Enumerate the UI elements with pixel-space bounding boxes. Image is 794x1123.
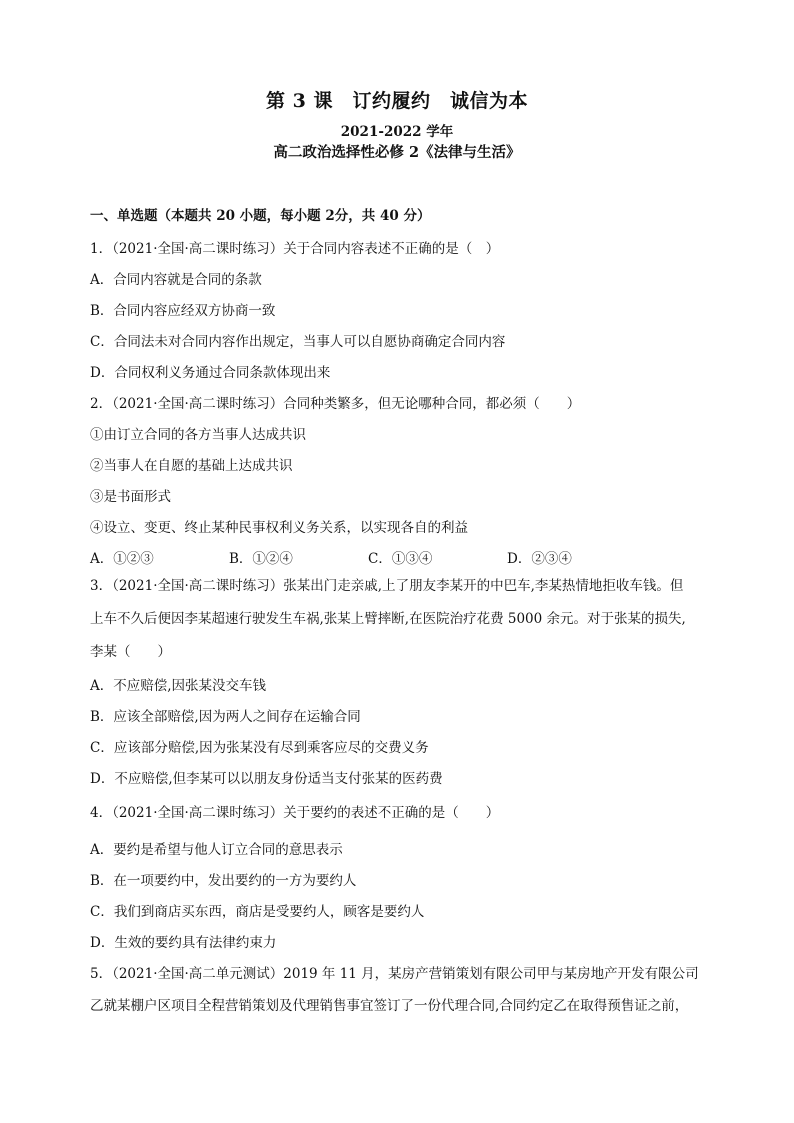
question-5-stem-line-1: 5．（2021·全国·高二单元测试）2019 年 11 月，某房产营销策划有限公司甲与某房地产开发有限公司 — [90, 966, 699, 982]
question-4-option-b[interactable]: B．在一项要约中，发出要约的一方为要约人 — [90, 873, 357, 889]
question-5-stem-line-2: 乙就某棚户区项目全程营销策划及代理销售事宜签订了一份代理合同,合同约定乙在取得预售证之前， — [90, 998, 689, 1014]
question-3-stem-line-3: 李某（ ） — [90, 644, 171, 660]
question-2-option-b[interactable]: B．①②④ — [229, 551, 293, 567]
question-1-stem: 1．（2021·全国·高二课时练习）关于合同内容表述不正确的是（ ） — [90, 241, 500, 257]
question-1-option-a[interactable]: A．合同内容就是合同的条款 — [90, 272, 262, 288]
question-4-option-c[interactable]: C．我们到商店买东西，商店是受要约人，顾客是要约人 — [90, 904, 425, 920]
question-3-option-b[interactable]: B．应该全部赔偿,因为两人之间存在运输合同 — [90, 709, 361, 725]
question-4-stem: 4．（2021·全国·高二课时练习）关于要约的表述不正确的是（ ） — [90, 805, 500, 821]
question-2-option-d[interactable]: D．②③④ — [507, 551, 572, 567]
question-3-option-c[interactable]: C．应该部分赔偿,因为张某没有尽到乘客应尽的交费义务 — [90, 740, 429, 756]
question-2-statement-2: ②当事人在自愿的基础上达成共识 — [90, 458, 293, 474]
question-1-option-b[interactable]: B．合同内容应经双方协商一致 — [90, 303, 276, 319]
school-year: 2021-2022 学年 — [340, 124, 454, 140]
question-2-stem: 2．（2021·全国·高二课时练习）合同种类繁多，但无论哪种合同，都必须（ ） — [90, 396, 581, 412]
question-2-statement-1: ①由订立合同的各方当事人达成共识 — [90, 427, 306, 443]
question-3-stem-line-1: 3．（2021·全国·高二课时练习）张某出门走亲戚,上了朋友李某开的中巴车,李某热情地拒收车钱。但 — [90, 578, 684, 594]
question-2-option-a[interactable]: A．①②③ — [90, 551, 154, 567]
question-2-statement-4: ④设立、变更、终止某种民事权利义务关系，以实现各自的利益 — [90, 520, 468, 536]
question-3-option-a[interactable]: A．不应赔偿,因张某没交车钱 — [90, 678, 267, 694]
question-1-option-c[interactable]: C．合同法未对合同内容作出规定，当事人可以自愿协商确定合同内容 — [90, 334, 506, 350]
question-3-option-d[interactable]: D．不应赔偿,但李某可以以朋友身份适当支付张某的医药费 — [90, 771, 443, 787]
course-name: 高二政治选择性必修 2《法律与生活》 — [273, 144, 521, 161]
question-1-option-d[interactable]: D．合同权利义务通过合同条款体现出来 — [90, 365, 331, 381]
question-3-stem-line-2: 上车不久后便因李某超速行驶发生车祸,张某上臂摔断,在医院治疗花费 5000 余元。对于张某的损失, — [90, 611, 686, 627]
question-2-statement-3: ③是书面形式 — [90, 489, 171, 505]
question-4-option-a[interactable]: A．要约是希望与他人订立合同的意思表示 — [90, 842, 343, 858]
exam-content — [90, 206, 710, 1027]
lesson-title: 第 3 课 订约履约 诚信为本 — [266, 90, 528, 112]
section-heading: 一、单选题（本题共 20 小题，每小题 2分，共 40 分） — [90, 208, 431, 224]
question-4-option-d[interactable]: D．生效的要约具有法律约束力 — [90, 935, 277, 951]
question-2-option-c[interactable]: C．①③④ — [368, 551, 433, 567]
question-2-options — [90, 549, 710, 576]
